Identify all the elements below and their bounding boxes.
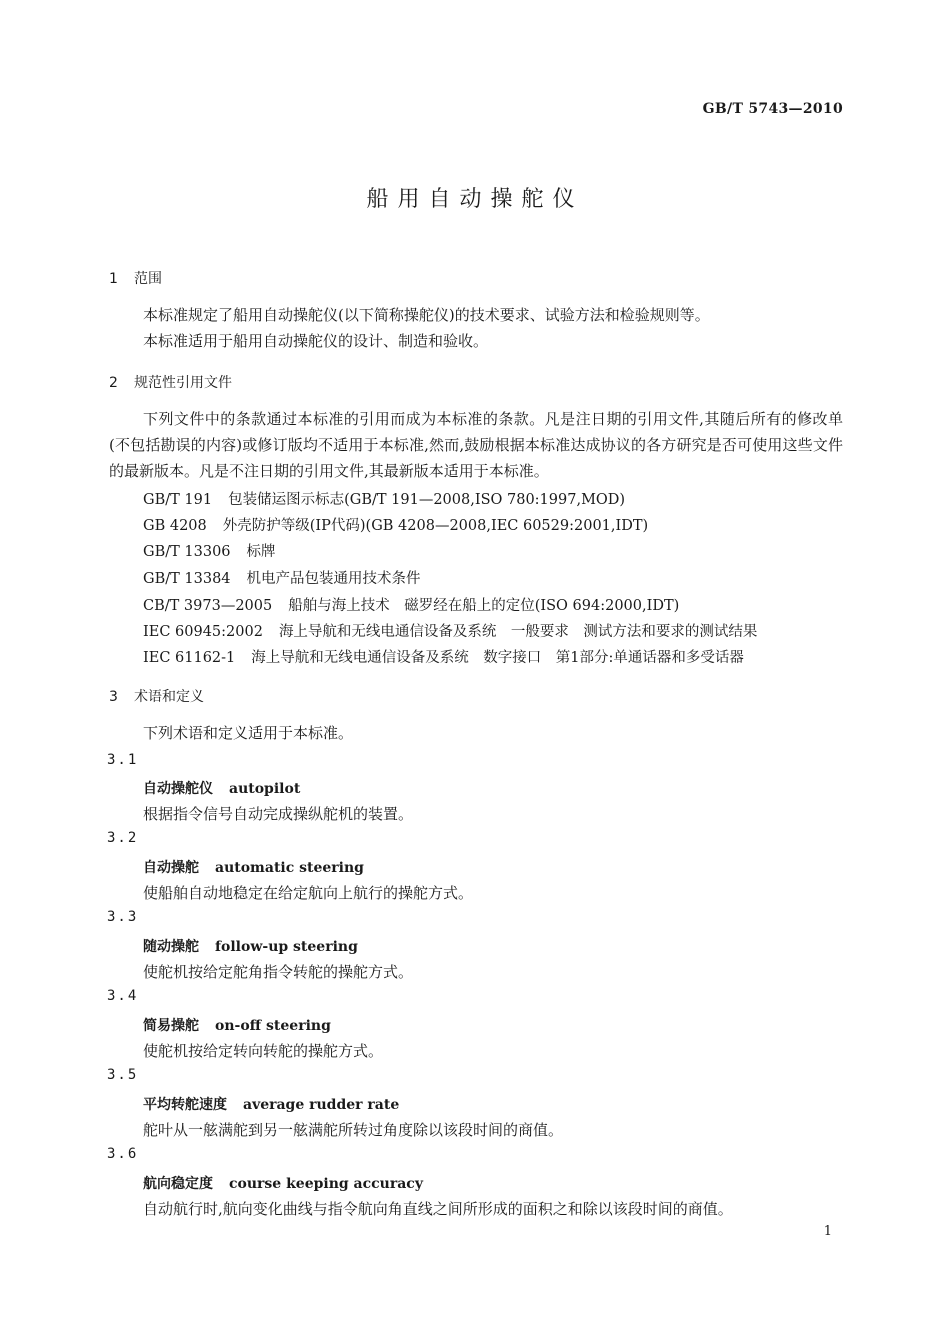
reference-title: 船舶与海上技术 磁罗经在船上的定位(ISO 694:2000,IDT) — [288, 598, 680, 614]
term-en: autopilot — [229, 781, 301, 797]
section-1-heading — [109, 268, 162, 288]
term-definition: 使舵机按给定舵角指令转舵的操舵方式。 — [143, 963, 414, 981]
reference-item — [143, 540, 276, 561]
page-number: 1 — [823, 1224, 832, 1239]
clause-number: 3.2 — [107, 830, 139, 846]
section-2-intro: 下列文件中的条款通过本标准的引用而成为本标准的条款。凡是注日期的引用文件,其随后所有的修改单(不包括勘误的内容)或修订版均不适用于本标准,然而,鼓励根据本标准达成协议的各方研究是否可使用这些文件的最新版本。凡是不注日期的引用文件,其最新版本适用于本标准。 — [109, 410, 843, 480]
section-3-heading — [109, 686, 204, 706]
reference-item — [143, 646, 744, 667]
term-zh: 自动操舵 — [143, 860, 199, 876]
reference-item — [143, 567, 421, 588]
section-title: 规范性引用文件 — [134, 375, 232, 391]
section-number: 3 — [109, 689, 118, 705]
reference-title: 外壳防护等级(IP代码)(GB 4208—2008,IEC 60529:2001,IDT) — [222, 518, 649, 534]
term-heading — [143, 1173, 423, 1193]
reference-code: GB/T 13306 — [143, 544, 231, 560]
term-en: on-off steering — [215, 1018, 331, 1034]
term-heading — [143, 936, 358, 956]
reference-title: 海上导航和无线电通信设备及系统 一般要求 测试方法和要求的测试结果 — [278, 624, 758, 640]
paragraph: 本标准适用于船用自动操舵仪的设计、制造和验收。 — [143, 332, 489, 350]
reference-title: 海上导航和无线电通信设备及系统 数字接口 第1部分:单通话器和多受话器 — [251, 650, 744, 666]
reference-item — [143, 620, 757, 641]
reference-code: IEC 60945:2002 — [143, 624, 263, 640]
clause-number: 3.6 — [107, 1146, 139, 1162]
reference-code: GB/T 191 — [143, 492, 213, 508]
reference-code: GB 4208 — [143, 518, 207, 534]
term-zh: 简易操舵 — [143, 1018, 199, 1034]
clause-number: 3.1 — [107, 752, 139, 768]
section-number: 1 — [109, 271, 118, 287]
reference-title: 机电产品包装通用技术条件 — [246, 571, 421, 587]
reference-code: CB/T 3973—2005 — [143, 598, 273, 614]
reference-code: IEC 61162-1 — [143, 650, 236, 666]
term-definition: 使舵机按给定转向转舵的操舵方式。 — [143, 1042, 384, 1060]
term-en: average rudder rate — [243, 1097, 400, 1113]
clause-number: 3.5 — [107, 1067, 139, 1083]
document-title: 船用自动操舵仪 — [366, 187, 584, 212]
term-definition: 根据指令信号自动完成操纵舵机的装置。 — [143, 805, 414, 823]
term-zh: 自动操舵仪 — [143, 781, 213, 797]
term-heading — [143, 1094, 399, 1114]
paragraph: 本标准规定了船用自动操舵仪(以下简称操舵仪)的技术要求、试验方法和检验规则等。 — [143, 306, 710, 324]
clause-number: 3.3 — [107, 909, 139, 925]
reference-title: 包装储运图示标志(GB/T 191—2008,ISO 780:1997,MOD) — [228, 492, 626, 508]
section-number: 2 — [109, 375, 118, 391]
reference-code: GB/T 13384 — [143, 571, 231, 587]
term-zh: 平均转舵速度 — [143, 1097, 227, 1113]
term-zh: 航向稳定度 — [143, 1176, 213, 1192]
term-definition: 使船舶自动地稳定在给定航向上航行的操舵方式。 — [143, 884, 474, 902]
section-3-intro: 下列术语和定义适用于本标准。 — [143, 724, 354, 742]
clause-number: 3.4 — [107, 988, 139, 1004]
section-title: 范围 — [134, 271, 162, 287]
reference-item — [143, 514, 648, 535]
term-heading — [143, 778, 300, 798]
term-definition: 舵叶从一舷满舵到另一舷满舵所转过角度除以该段时间的商值。 — [143, 1121, 564, 1139]
term-en: automatic steering — [215, 860, 364, 876]
reference-item — [143, 594, 679, 615]
term-definition: 自动航行时,航向变化曲线与指令航向角直线之间所形成的面积之和除以该段时间的商值。 — [143, 1200, 733, 1218]
term-zh: 随动操舵 — [143, 939, 199, 955]
reference-item — [143, 488, 625, 509]
section-2-heading — [109, 372, 232, 392]
term-en: follow-up steering — [215, 939, 358, 955]
section-title: 术语和定义 — [134, 689, 204, 705]
term-en: course keeping accuracy — [229, 1176, 423, 1192]
reference-title: 标牌 — [246, 544, 276, 560]
term-heading — [143, 1015, 331, 1035]
term-heading — [143, 857, 364, 877]
standard-number: GB/T 5743—2010 — [702, 101, 843, 117]
